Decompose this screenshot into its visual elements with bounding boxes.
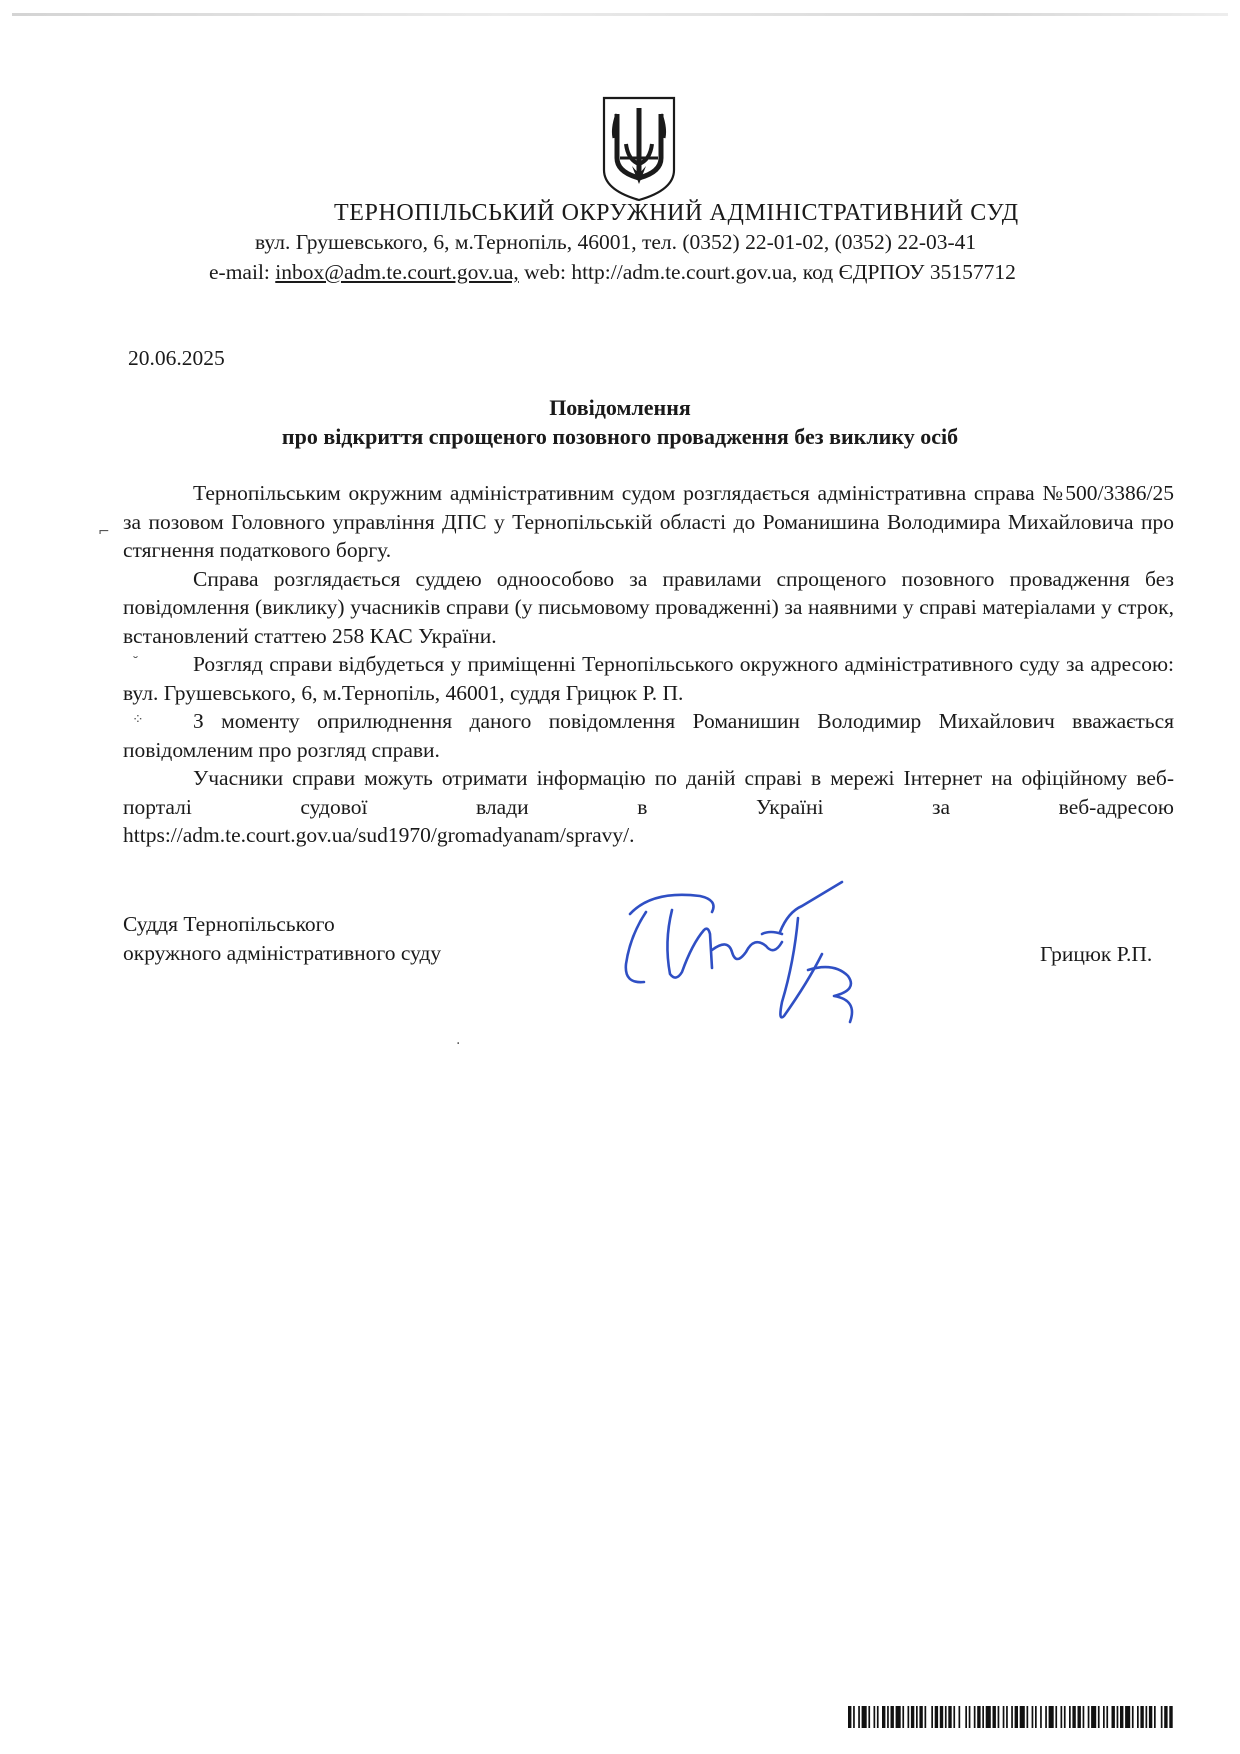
barcode-bar	[974, 1706, 976, 1728]
email-link[interactable]: inbox@adm.te.court.gov.ua,	[275, 260, 519, 284]
paragraph-procedure: Справа розглядається суддею одноособово за правилами спрощеного позовного провадження без повідомлення (виклику) учасників справи (у письмовому провадженні) за наявними у справі матеріалами у строк, встановлений статтею 258 КАС України.	[123, 566, 1174, 648]
barcode-bar	[1011, 1706, 1013, 1728]
barcode-bar	[1149, 1706, 1152, 1728]
barcode-bar	[965, 1706, 967, 1728]
barcode-bar	[908, 1706, 910, 1728]
document-subtitle: про відкриття спрощеного позовного провадження без виклику осіб	[281, 424, 959, 449]
barcode-bar	[1049, 1706, 1054, 1728]
paragraph-case: Тернопільським окружним адміністративним судом розглядається адміністративна справа №500/3386/25 за позовом Головного управління ДПС у Тернопільській області до Романишина Володимира Михайловича про стягнення податкового боргу.	[123, 481, 1174, 562]
barcode-bar	[1040, 1706, 1042, 1728]
document-title: Повідомлення	[549, 395, 691, 420]
paragraph-portal: Учасники справи можуть отримати інформацію по даній справі в мережі Інтернет на офіційному веб-порталі судової влади в Україні за веб-адресою	[123, 766, 1174, 819]
barcode-bar	[1055, 1706, 1057, 1728]
signer-name: Грицюк Р.П.	[1040, 942, 1153, 966]
barcode-bar	[1061, 1706, 1063, 1728]
barcode-bar	[1083, 1706, 1085, 1728]
barcode-bar	[868, 1706, 870, 1728]
web-and-code: web: http://adm.te.court.gov.ua, код ЄДРПОУ 35157712	[518, 260, 1016, 284]
email-label: e-mail:	[209, 260, 276, 284]
barcode-bar	[1098, 1706, 1100, 1728]
barcode-bar	[919, 1706, 922, 1728]
portal-url-line	[123, 821, 1174, 850]
court-contacts	[209, 260, 1169, 285]
barcode-bar	[911, 1706, 914, 1728]
barcode-bar	[940, 1706, 943, 1728]
barcode-bar	[1137, 1706, 1139, 1728]
barcode-bar	[1132, 1706, 1134, 1728]
barcode-bar	[877, 1706, 879, 1728]
barcode-bar	[1112, 1706, 1115, 1728]
barcode-bar	[977, 1706, 980, 1728]
barcode-bar	[1140, 1706, 1143, 1728]
barcode-bar	[1003, 1706, 1005, 1728]
barcode-bar	[1006, 1706, 1008, 1728]
barcode-bar	[1032, 1706, 1034, 1728]
barcode-bar	[882, 1706, 885, 1728]
barcode-bar	[1125, 1706, 1130, 1728]
margin-mark: ⁘	[132, 712, 144, 728]
portal-url-link[interactable]: https://adm.te.court.gov.ua/sud1970/gromadyanam/spravy/.	[123, 823, 635, 847]
barcode-bar	[993, 1706, 996, 1728]
court-name: ТЕРНОПІЛЬСЬКИЙ ОКРУЖНИЙ АДМІНІСТРАТИВНИЙ СУД	[334, 200, 1019, 226]
paragraph-notification: З моменту оприлюднення даного повідомлення Романишин Володимир Михайлович вважається повідомленим про розгляд справи.	[123, 709, 1174, 762]
barcode-bar	[1078, 1706, 1081, 1728]
barcode-bar	[1164, 1706, 1167, 1728]
barcode-bar	[916, 1706, 918, 1728]
signer-position-line2: окружного адміністративного суду	[123, 941, 442, 965]
margin-mark: ⌐	[98, 524, 110, 540]
barcode-icon	[848, 1706, 1173, 1728]
barcode-bar	[935, 1706, 938, 1728]
barcode-bar	[896, 1706, 901, 1728]
barcode-bar	[1103, 1706, 1105, 1728]
handwritten-signature	[612, 872, 890, 1032]
barcode-bar	[948, 1706, 951, 1728]
barcode-bar	[1117, 1706, 1119, 1728]
court-address: вул. Грушевського, 6, м.Тернопіль, 46001, тел. (0352) 22-01-02, (0352) 22-03-41	[255, 230, 977, 254]
barcode-bar	[1091, 1706, 1096, 1728]
barcode-bar	[1146, 1706, 1148, 1728]
barcode-bar	[982, 1706, 984, 1728]
barcode-bar	[986, 1706, 991, 1728]
barcode-bar	[925, 1706, 927, 1728]
barcode-bar	[858, 1706, 860, 1728]
barcode-bar	[1027, 1706, 1029, 1728]
coat-of-arms-icon	[600, 94, 678, 204]
barcode-bar	[1064, 1706, 1066, 1728]
barcode-bar	[931, 1706, 933, 1728]
scan-edge-line	[12, 13, 1228, 16]
barcode-bar	[887, 1706, 889, 1728]
barcode-bar	[1120, 1706, 1123, 1728]
barcode-bar	[959, 1706, 961, 1728]
barcode-bar	[998, 1706, 1000, 1728]
scan-speck: ·	[456, 1036, 461, 1052]
signer-position-line1: Суддя Тернопільського	[123, 912, 335, 936]
barcode-bar	[1035, 1706, 1037, 1728]
barcode-bar	[848, 1706, 851, 1728]
barcode-bar	[874, 1706, 876, 1728]
barcode-bar	[1161, 1706, 1163, 1728]
barcode-bar	[853, 1706, 855, 1728]
barcode-bar	[1069, 1706, 1071, 1728]
barcode-bar	[969, 1706, 971, 1728]
barcode-bar	[953, 1706, 955, 1728]
barcode-bar	[1106, 1706, 1108, 1728]
barcode-bar	[1045, 1706, 1047, 1728]
barcode-bar	[862, 1706, 867, 1728]
barcode-bar	[1088, 1706, 1090, 1728]
barcode-bar	[891, 1706, 894, 1728]
barcode-bar	[1015, 1706, 1018, 1728]
document-date: 20.06.2025	[128, 346, 225, 370]
barcode-bar	[945, 1706, 947, 1728]
notice-body	[123, 479, 1174, 850]
paragraph-location: Розгляд справи відбудеться у приміщенні Тернопільського окружного адміністративного суду за адресою: вул. Грушевського, 6, м.Тернопіль, 46001, суддя Грицюк Р. П.	[123, 652, 1174, 705]
barcode-bar	[1020, 1706, 1025, 1728]
barcode-bar	[1072, 1706, 1075, 1728]
barcode-bar	[902, 1706, 904, 1728]
signer-position	[123, 910, 441, 968]
margin-mark: ˘	[132, 655, 139, 671]
barcode-bar	[1154, 1706, 1156, 1728]
barcode-bar	[1169, 1706, 1172, 1728]
